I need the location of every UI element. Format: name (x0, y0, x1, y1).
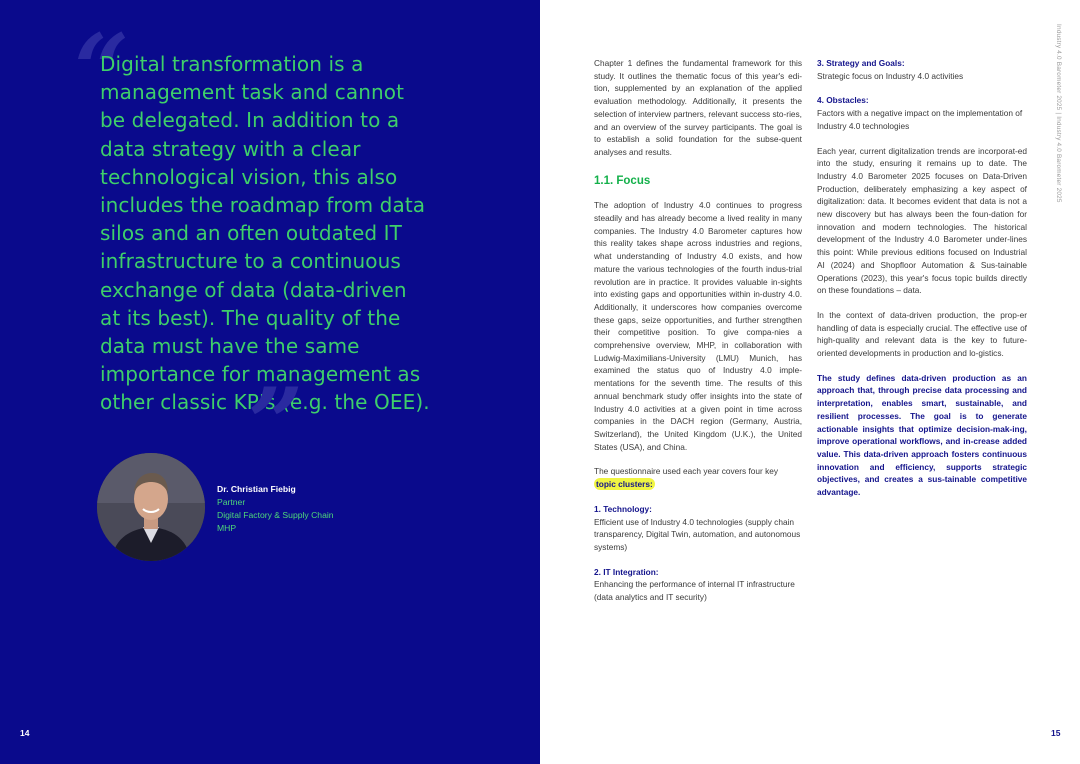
text-column-right (817, 57, 1027, 499)
avatar (97, 453, 205, 561)
list-item-text: Efficient use of Industry 4.0 technologies (supply chain transparency, Digital Twin, automation, and autonomous systems) (594, 516, 801, 552)
trends-paragraph: Each year, current digitalization trends are incorporat-ed into the study, ensuring it remains up to date. The Industry 4.0 Barometer 2025 focuses on Data-Driven Production, deliberately emphasizing a key aspect of digitalization: data. It becomes evident that data is not a new discovery but has always been the foun-dation for innovation and modern technologies. The historical development of the Industry 4.0 Barometer under-lines this point: While previous editions focused on Industrial AI (2024) and Shopfloor Automation & Sus-tainable Operations (2023), this year's focus topic builds directly on these foundations – data. (817, 145, 1027, 296)
page-number-left: 14 (20, 728, 30, 738)
portrait-photo (97, 453, 205, 561)
focus-paragraph: The adoption of Industry 4.0 continues to progress steadily and has already become a lived reality in many companies. The Industry 4.0 Barometer captures how this reality takes shape across industries and regions, what understanding of Industry 4.0 exists, and how mature the various technologies of the fourth indus-trial revolution are in practice. It provides valuable in-sights into existing gaps and opportunities within in-dustry 4.0. Additionally, it underscores how companies overcome these gaps, seize opportunities, and further strengthen their competitive position. To give compa-nies a comprehensive overview, MHP, in collaboration with Ludwig-Maximilians-University (LMU) Munich, has examined the status quo of Industry 4.0 imple-mentations for the seventh time. The results of this annual benchmark study offer insights into the state of Industry 4.0 activities at a given point in time across companies in the DACH region (Germany, Austria, Switzerland), the United Kingdom (U.K.), the United States (USA), and China. (594, 200, 802, 452)
list-item-title: 1. Technology: (594, 503, 652, 514)
person-department: Digital Factory & Supply Chain (217, 510, 334, 520)
pull-quote: Digital transformation is a management task and cannot be delegated. In addition to a data strategy with a clear technological vision, this also includes the roadmap from data silos and an often outdated IT infrastructure to a continuous exchange of data (data-driven at its best). The quality of the data must have the same importance for management as other classic KPIs (e.g. the OEE). (100, 52, 430, 415)
clusters-paragraph (594, 465, 802, 490)
right-page (540, 0, 1080, 764)
highlighted-topic-clusters: topic clusters: (596, 479, 653, 490)
close-quote-mark: ” (248, 367, 294, 480)
person-role: Partner (217, 497, 246, 507)
text-column-left (594, 57, 802, 604)
running-header: Industry 4.0 Barometer 2025 | Industry 4.0 Barometer 2025 (1055, 24, 1062, 203)
list-item-it-integration (594, 566, 802, 604)
list-item-technology (594, 503, 802, 554)
list-item-obstacles (817, 94, 1027, 132)
clusters-lead: The questionnaire used each year covers four key (594, 466, 779, 477)
open-quote-mark: “ (74, 13, 120, 126)
person-name: Dr. Christian Fiebig (217, 484, 296, 494)
person-organization: MHP (217, 523, 237, 533)
list-item-text: Factors with a negative impact on the implementation of Industry 4.0 technologies (817, 108, 1023, 131)
section-heading-focus: 1.1. Focus (594, 174, 651, 187)
page-number-right: 15 (1051, 728, 1061, 738)
data-handling-paragraph: In the context of data-driven production, the prop-er handling of data is especially crucial. The effective use of high-quality and relevant data is the key to future-oriented developments in production and lo-gistics. (817, 309, 1027, 359)
list-item-text: Strategic focus on Industry 4.0 activities (817, 70, 964, 81)
person-credit (217, 483, 334, 535)
list-item-title: 2. IT Integration: (594, 566, 659, 577)
list-item-text: Enhancing the performance of internal IT infrastructure (data analytics and IT security) (594, 579, 795, 603)
list-item-title: 4. Obstacles: (817, 95, 869, 106)
list-item-title: 3. Strategy and Goals: (817, 58, 905, 68)
list-item-strategy (817, 57, 1027, 82)
intro-paragraph: Chapter 1 defines the fundamental framework for this study. It outlines the thematic focus of this year's edi-tion, supplemented by an explanation of the applied evaluation methodology. Additionally, it presents the selection of interview partners, relevant success sto-ries, and an overview of the survey participants. The goal is to establish a solid foundation for the subse-quent analyses and results. (594, 58, 802, 157)
study-definition-paragraph: The study defines data-driven production as an approach that, through precise data processing and interpretation, enables smart, sustainable, and resilient processes. The goal is to generate actionable insights that optimize decision-mak-ing, improve operational workflows, and in-crease added value. This data-driven approach fosters continuous innovation and efficiency, supports strategic objectives, and creates a sus-tainable competitive advantage. (817, 372, 1027, 498)
